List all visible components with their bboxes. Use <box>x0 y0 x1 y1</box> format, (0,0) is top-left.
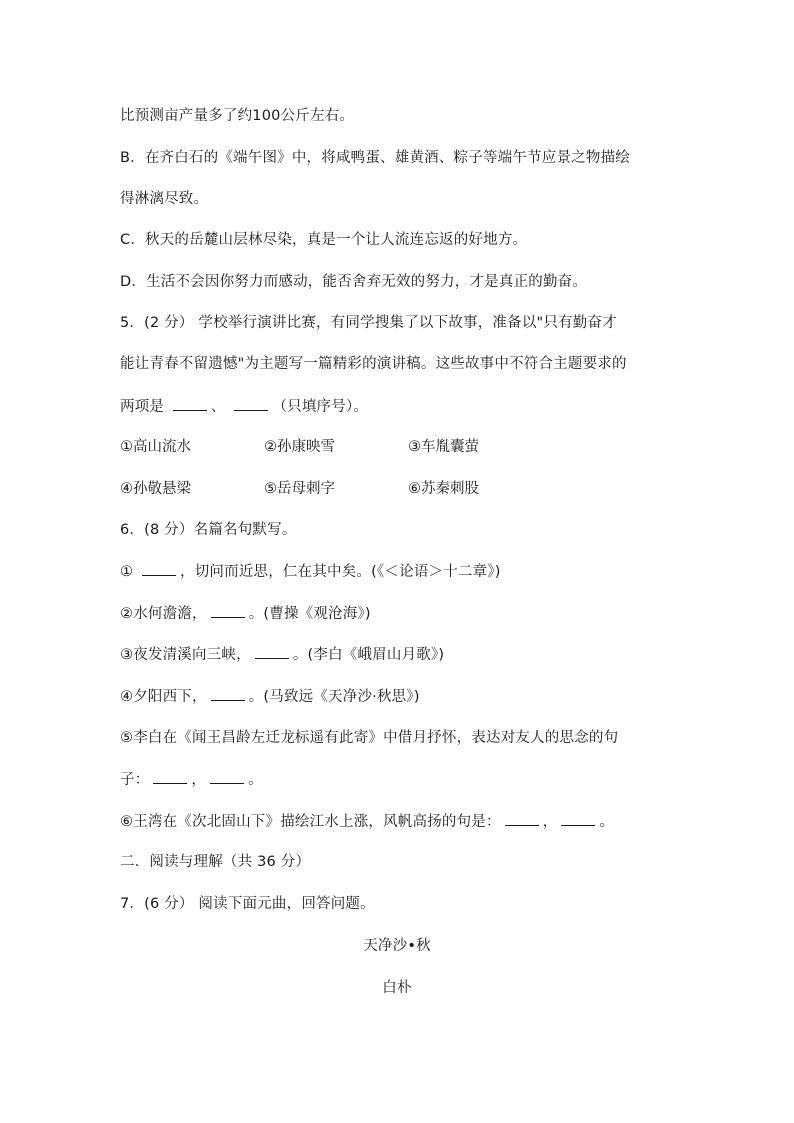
q6-6-prefix: ⑥王湾在《次北固山下》描绘江水上涨，风帆高扬的句是： <box>120 814 501 830</box>
q6-4-prefix: ④夕阳西下， <box>120 689 207 705</box>
option-c: C．秋天的岳麓山层林尽染，真是一个让人流连忘返的好地方。 <box>120 232 528 248</box>
question-5-line2: 能让青春不留遗憾"为主题写一篇精彩的演讲稿。这些故事中不符合主题要求的 <box>120 356 627 372</box>
answer-blank[interactable] <box>210 769 244 784</box>
q6-5-separator: ， <box>191 772 207 788</box>
answer-blank[interactable] <box>211 603 245 618</box>
story-option-6: ⑥苏秦刺股 <box>408 481 479 497</box>
q6-item-1 <box>120 561 501 582</box>
q6-4-suffix: 。(马致远《天净沙·秋思》) <box>248 689 420 705</box>
q6-item-2 <box>120 603 371 624</box>
poem-author: 白朴 <box>382 980 412 996</box>
q6-item-3 <box>120 644 444 665</box>
q6-item-5-line2 <box>120 769 263 790</box>
story-option-1: ①高山流水 <box>120 439 191 455</box>
q6-item-6 <box>120 811 614 832</box>
question-6-title: 6．(8 分）名篇名句默写。 <box>120 522 297 538</box>
option-b-line2: 得淋漓尽致。 <box>120 191 209 207</box>
q5-suffix: （只填序号）。 <box>272 399 369 415</box>
q5-separator: 、 <box>210 399 226 415</box>
question-5-line1: 5．(2 分） 学校举行演讲比赛，有同学搜集了以下故事，准备以"只有勤奋才 <box>120 315 617 331</box>
answer-blank[interactable] <box>173 396 207 411</box>
q6-3-prefix: ③夜发清溪向三峡， <box>120 647 251 663</box>
q6-5-prefix: 子： <box>120 772 150 788</box>
option-a-continuation: 比预测亩产量多了约100公斤左右。 <box>120 108 355 124</box>
section-2-heading: 二．阅读与理解（共 36 分） <box>120 854 311 870</box>
answer-blank[interactable] <box>255 644 289 659</box>
answer-blank[interactable] <box>234 396 268 411</box>
answer-blank[interactable] <box>561 811 595 826</box>
q6-1-prefix: ① <box>120 564 134 580</box>
q6-6-separator: ， <box>542 814 558 830</box>
q5-prefix: 两项是 <box>120 399 165 415</box>
q6-item-4 <box>120 686 420 707</box>
story-option-4: ④孙敬悬梁 <box>120 481 191 497</box>
q6-2-prefix: ②水何澹澹， <box>120 606 207 622</box>
q6-item-5-line1: ⑤李白在《闻王昌龄左迁龙标遥有此寄》中借月抒怀，表达对友人的思念的句 <box>120 730 619 746</box>
question-7: 7．(6 分） 阅读下面元曲，回答问题。 <box>120 896 375 912</box>
question-5-line3 <box>120 396 368 417</box>
q6-3-suffix: 。(李白《峨眉山月歌》) <box>292 647 445 663</box>
option-b-line1: B．在齐白石的《端午图》中，将咸鸭蛋、雄黄酒、粽子等端午节应景之物描绘 <box>120 150 630 166</box>
option-d: D．生活不会因你努力而感动，能否舍弃无效的努力，才是真正的勤奋。 <box>120 274 588 290</box>
q6-6-suffix: 。 <box>599 814 615 830</box>
q6-5-suffix: 。 <box>248 772 263 788</box>
answer-blank[interactable] <box>153 769 187 784</box>
answer-blank[interactable] <box>211 686 245 701</box>
story-option-2: ②孙康映雪 <box>264 439 335 455</box>
q6-2-suffix: 。(曹操《观沧海》) <box>248 606 371 622</box>
answer-blank[interactable] <box>505 811 539 826</box>
q6-1-suffix: ，切问而近思，仁在其中矣。(《＜论语＞十二章》) <box>180 564 501 580</box>
story-option-3: ③车胤囊萤 <box>408 439 479 455</box>
answer-blank[interactable] <box>142 561 176 576</box>
poem-title: 天净沙•秋 <box>363 938 431 954</box>
story-option-5: ⑤岳母刺字 <box>264 481 335 497</box>
